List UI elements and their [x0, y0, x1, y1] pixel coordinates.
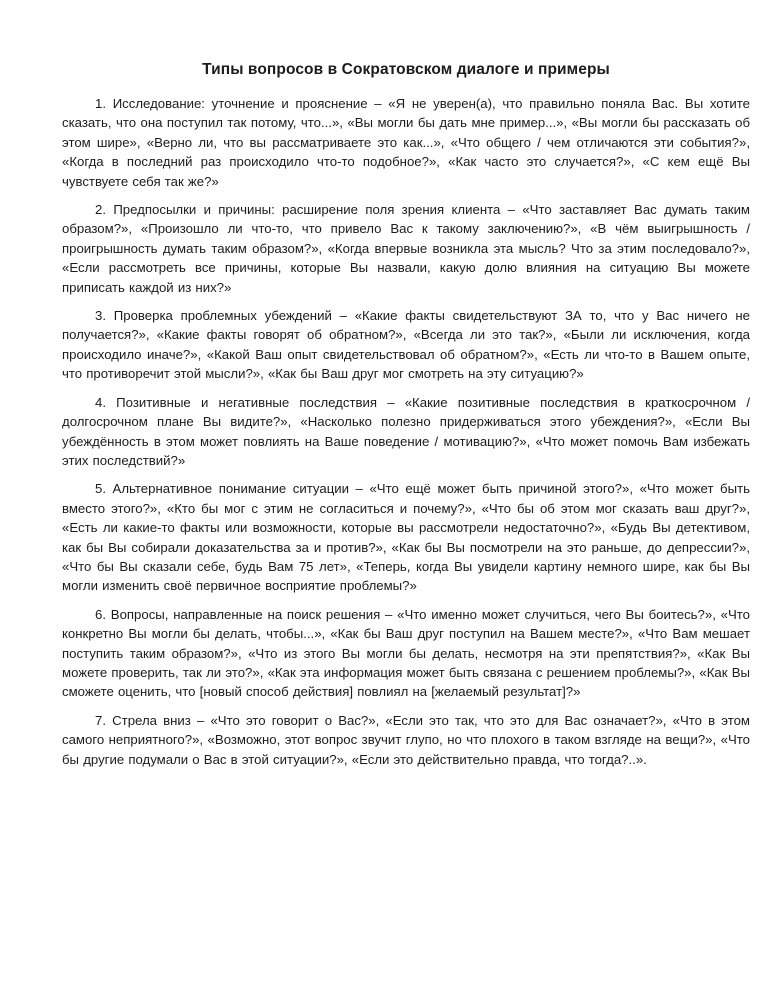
- paragraph-belief-check: 3. Проверка проблемных убеждений – «Какие факты свидетельствуют ЗА то, что у Вас ничего не получается?», «Какие факты говорят об обратном?», «Всегда ли это так?», «Были ли исключения, когда происходило иначе?», «Какой Ваш опыт свидетельствовал об обратном?», «Есть ли что-то в Вашем опыте, что противоречит этой мысли?», «Как бы Ваш друг мог смотреть на эту ситуацию?»: [62, 308, 750, 382]
- paragraph-research: 1. Исследование: уточнение и прояснение – «Я не уверен(а), что правильно поняла Вас. Вы хотите сказать, что она поступил так потому, что...», «Вы могли бы дать мне пример...», «Вы могли бы рассказать об этом шире», «Верно ли, что вы рассматриваете это как...», «Что общего / чем отличаются эти события?», «Когда в последний раз происходило что-то подобное?», «Как часто это случается?», «С кем ещё Вы чувствуете себя так же?»: [62, 96, 750, 189]
- paragraph-solution-search: 6. Вопросы, направленные на поиск решения – «Что именно может случиться, чего Вы боитесь?», «Что конкретно Вы могли бы делать, чтобы...», «Как бы Ваш друг поступил на Вашем месте?», «Что Вам мешает поступить таким образом?», «Что из этого Вы могли бы делать, несмотря на эти препятствия?», «Как Вы можете проверить, так ли это?», «Как эта информация может быть связана с решением проблемы?», «Как Вы сможете оценить, что [новый способ действия] повлиял на [желаемый результат]?»: [62, 606, 750, 700]
- paragraph-premises-causes: 2. Предпосылки и причины: расширение поля зрения клиента – «Что заставляет Вас думать таким образом?», «Произошло ли что-то, что привело Вас к такому заключению?», «В чём выигрышность / проигрышность думать таким образом?», «Когда впервые возникла эта мысль? Что за этим последовало?», «Если рассмотреть все причины, которые Вы назвали, какую долю влияния на ситуацию Вы можете приписать каждой из них?»: [62, 202, 750, 295]
- page-title: Типы вопросов в Сократовском диалоге и примеры: [202, 61, 610, 78]
- paragraph-consequences: 4. Позитивные и негативные последствия – «Какие позитивные последствия в краткосрочном / долгосрочном плане Вы видите?», «Насколько полезно придерживаться этого убеждения?», «Если Вы убеждённость в этом может повлиять на Ваше поведение / мотивацию?», «Что может помочь Вам избежать этих последствий?»: [62, 394, 750, 468]
- paragraph-alternative-understanding: 5. Альтернативное понимание ситуации – «Что ещё может быть причиной этого?», «Что может быть вместо этого?», «Кто бы мог с этим не согласиться и почему?», «Что бы об этом мог сказать ваш друг?», «Есть ли какие-то факты или возможности, которые вы рассмотрели недостаточно?», «Будь Вы детективом, как бы Вы собирали доказательства за и против?», «Как бы Вы посмотрели на это раньше, до депрессии?», «Что бы Вы сказали себе, будь Вам 75 лет», «Теперь, когда Вы увидели картину немного шире, как бы Вы могли изменить своё первичное восприятие проблемы?»: [62, 481, 750, 594]
- paragraph-downward-arrow: 7. Стрела вниз – «Что это говорит о Вас?», «Если это так, что это для Вас означает?», «Что в этом самого неприятного?», «Возможно, этот вопрос звучит глупо, но что плохого в таком взгляде на вещи?», «Что бы другие подумали о Вас в этой ситуации?», «Если это действительно правда, что тогда?..».: [62, 712, 750, 767]
